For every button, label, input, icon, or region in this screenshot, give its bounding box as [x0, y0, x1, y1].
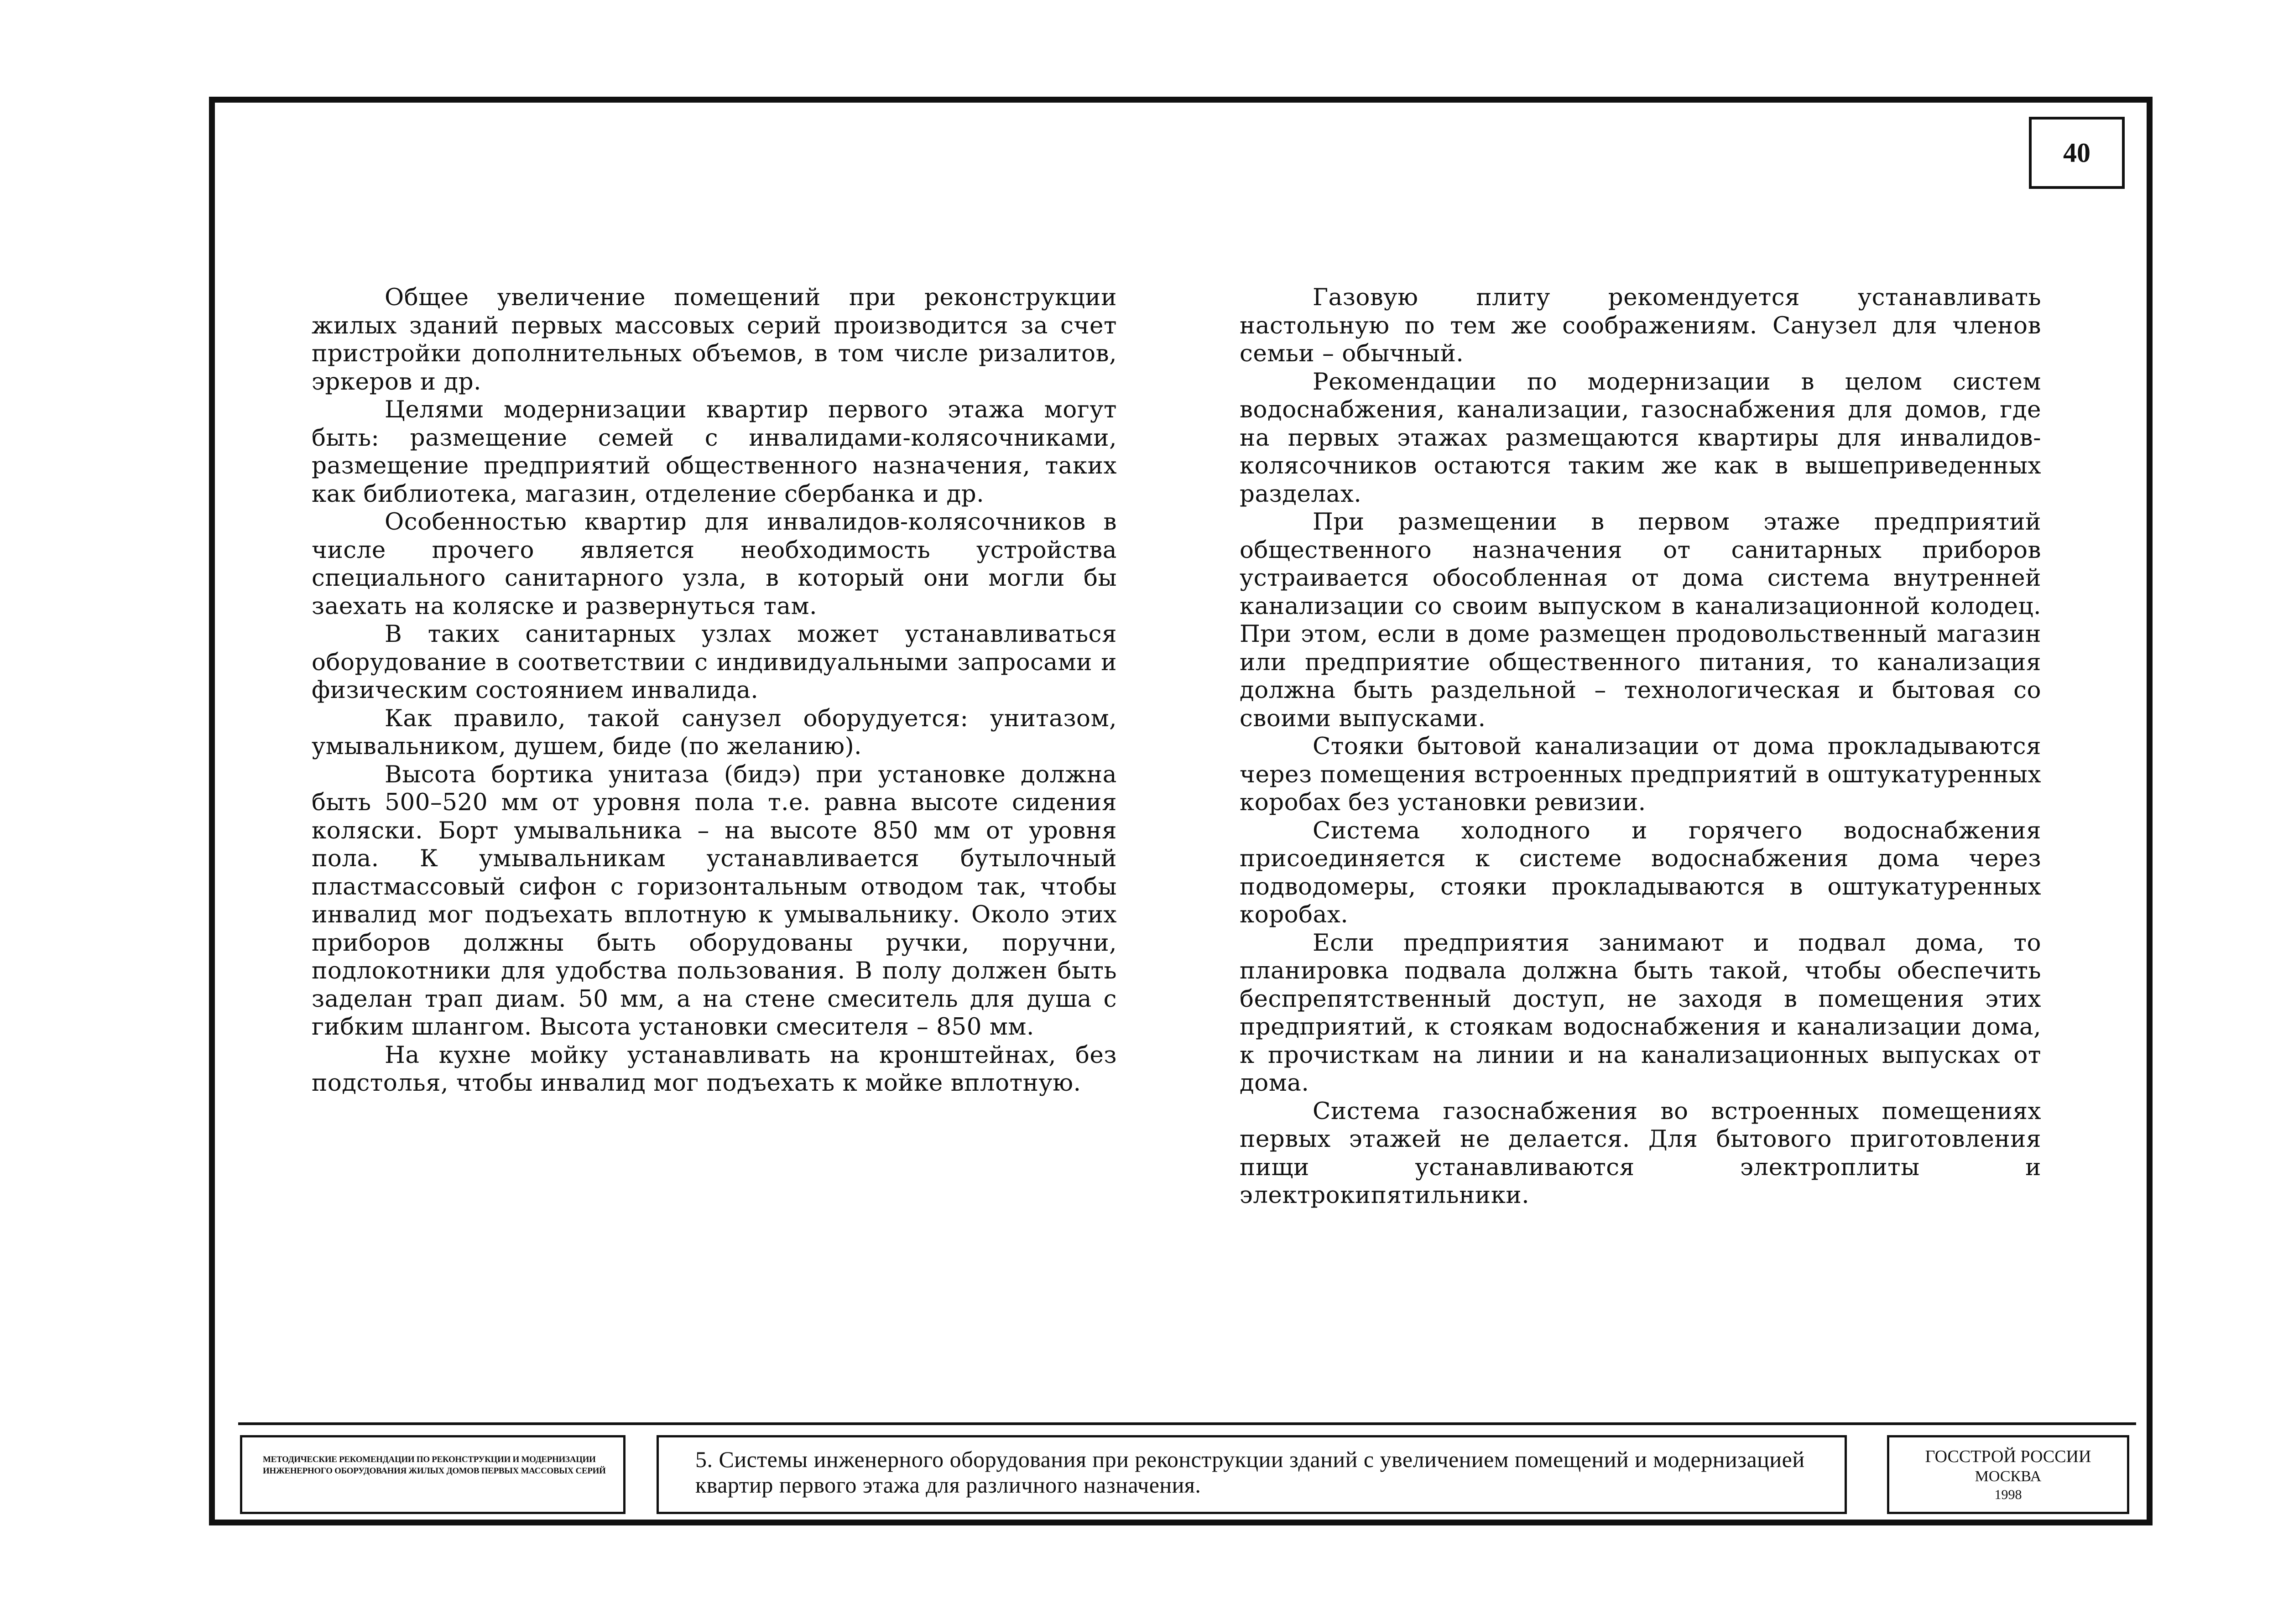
section-title-stamp — [657, 1435, 1847, 1514]
paragraph: При размещении в первом этаже предприятий общественного назначения от санитарных приборов устраивается обособленная от дома система внутренней канализации со своим выпуском в канализационной колодец. При этом, если в доме размещен продовольственный магазин или предприятие общественного питания, то канализация должна быть раздельной – технологическая и бытовая со своими выпусками. — [1240, 508, 2041, 732]
paragraph: Рекомендации по модернизации в целом систем водоснабжения, канализации, газоснабжения для домов, где на первых этажах размещаются квартиры для инвалидов-колясочников остаются таким же как в вышеприведенных разделах. — [1240, 368, 2041, 508]
left-text-column — [312, 284, 1117, 1098]
publication-year: 1998 — [1994, 1487, 2022, 1502]
paragraph: Система газоснабжения во встроенных помещениях первых этажей не делается. Для бытового приготовления пищи устанавливаются электроплиты и электрокипятильники. — [1240, 1097, 2041, 1209]
organization-name: ГОССТРОЙ РОССИИ — [1925, 1447, 2091, 1466]
series-title-stamp — [240, 1435, 626, 1514]
organization-stamp — [1887, 1435, 2129, 1514]
paragraph: Особенностью квартир для инвалидов-колясочников в числе прочего является необходимость устройства специального санитарного узла, в который они могли бы заехать на коляске и развернуться там. — [312, 508, 1117, 620]
paragraph: Если предприятия занимают и подвал дома, то планировка подвала должна быть такой, чтобы обеспечить беспрепятственный доступ, не заходя в помещения этих предприятий, к стоякам водоснабжения и канализации дома, к прочисткам на линии и на канализационных выпусках от дома. — [1240, 929, 2041, 1097]
paragraph: Газовую плиту рекомендуется устанавливать настольную по тем же соображениям. Санузел для членов семьи – обычный. — [1240, 284, 2041, 367]
section-title: 5. Системы инженерного оборудования при реконструкции зданий с увеличением помещений и модернизацией квартир первого этажа для различного назначения. — [695, 1447, 1805, 1498]
page-number: 40 — [2029, 117, 2125, 189]
organization-city: МОСКВА — [1975, 1468, 2042, 1485]
paragraph: Общее увеличение помещений при реконструкции жилых зданий первых массовых серий производится за счет пристройки дополнительных объемов, в том числе ризалитов, эркеров и др. — [312, 284, 1117, 396]
right-text-column — [1240, 284, 2041, 1210]
paragraph: На кухне мойку устанавливать на кронштейнах, без подстолья, чтобы инвалид мог подъехать к мойке вплотную. — [312, 1041, 1117, 1097]
paragraph: В таких санитарных узлах может устанавливаться оборудование в соответствии с индивидуальными запросами и физическим состоянием инвалида. — [312, 620, 1117, 704]
title-block-divider — [238, 1422, 2136, 1425]
paragraph: Система холодного и горячего водоснабжения присоединяется к системе водоснабжения дома через подводомеры, стояки прокладываются в оштукатуренных коробах. — [1240, 817, 2041, 928]
paragraph: Целями модернизации квартир первого этажа могут быть: размещение семей с инвалидами-колясочниками, размещение предприятий общественного назначения, таких как библиотека, магазин, отделение сбербанка и др. — [312, 396, 1117, 508]
paragraph: Стояки бытовой канализации от дома прокладываются через помещения встроенных предприятий в оштукатуренных коробах без установки ревизии. — [1240, 733, 2041, 816]
series-title: МЕТОДИЧЕСКИЕ РЕКОМЕНДАЦИИ ПО РЕКОНСТРУКЦИИ И МОДЕРНИЗАЦИИ ИНЖЕНЕРНОГО ОБОРУДОВАНИЯ ЖИЛЫХ ДОМОВ ПЕРВЫХ МАССОВЫХ СЕРИЙ — [263, 1455, 606, 1476]
paragraph: Высота бортика унитаза (бидэ) при установке должна быть 500–520 мм от уровня пола т.е. равна высоте сидения коляски. Борт умывальника – на высоте 850 мм от уровня пола. К умывальникам устанавливается бутылочный пластмассовый сифон с горизонтальным отводом так, чтобы инвалид мог подъехать вплотную к умывальнику. Около этих приборов должны быть оборудованы ручки, поручни, подлокотники для удобства пользования. В полу должен быть заделан трап диам. 50 мм, а на стене смеситель для душа с гибким шлангом. Высота установки смесителя – 850 мм. — [312, 760, 1117, 1041]
paragraph: Как правило, такой санузел оборудуется: унитазом, умывальником, душем, биде (по желанию). — [312, 704, 1117, 760]
